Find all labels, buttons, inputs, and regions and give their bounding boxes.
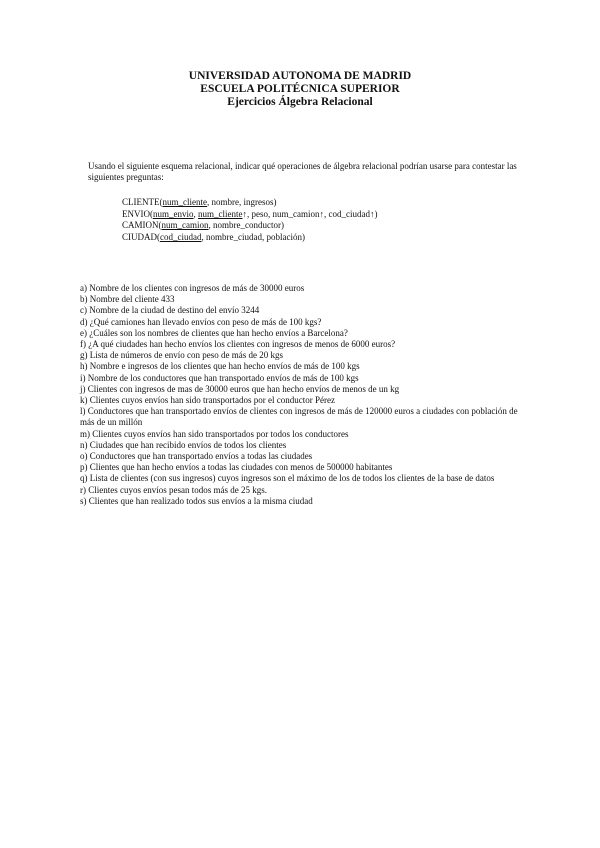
intro-paragraph: Usando el siguiente esquema relacional, indicar qué operaciones de álgebra relacional podrían usarse para contestar las siguientes preguntas: (88, 161, 517, 182)
schema-ciudad (122, 232, 377, 244)
question-p: p) Clientes que han hecho envíos a todas las ciudades con menos de 500000 habitantes (80, 462, 393, 473)
schema-envio-rest: ↑, peso, num_camion↑, cod_ciudad↑) (242, 208, 378, 219)
document-header (0, 70, 600, 109)
question-k: k) Clientes cuyos envíos han sido transportados por el conductor Pérez (80, 395, 335, 406)
question-m: m) Clientes cuyos envíos han sido transportados por todos los conductores (80, 428, 349, 439)
schema-ciudad-rest: , nombre_ciudad, población) (201, 231, 305, 242)
school-name: ESCUELA POLITÉCNICA SUPERIOR (200, 83, 400, 95)
question-b: b) Nombre del cliente 433 (80, 294, 175, 305)
schema-camion-name: CAMION( (122, 220, 162, 230)
document-title: Ejercicios Álgebra Relacional (227, 96, 373, 108)
question-f: f) ¿A qué ciudades han hecho envíos los clientes con ingresos de menos de 6000 euros? (80, 339, 396, 350)
schema-envio-key2: num_cliente (198, 208, 243, 219)
question-n: n) Ciudades que han recibido envíos de todos los clientes (80, 439, 287, 450)
question-c: c) Nombre de la ciudad de destino del envío 3244 (80, 305, 260, 316)
schema-ciudad-key: cod_ciudad (160, 231, 202, 242)
schema-cliente-rest: , nombre, ingresos) (207, 197, 277, 207)
schema-camion (122, 220, 377, 232)
question-r: r) Clientes cuyos envíos pesan todos más de 25 kgs. (80, 484, 267, 495)
question-h: h) Nombre e ingresos de los clientes que han hecho envíos de más de 100 kgs (80, 361, 360, 372)
schema-envio (122, 209, 377, 221)
schema-cliente (122, 197, 377, 209)
schema-cliente-name: CLIENTE( (122, 197, 163, 207)
schema-camion-key: num_camion (161, 220, 209, 230)
schema-envio-key1: num_envio (153, 208, 194, 219)
question-i: i) Nombre de los conductores que han transportado envíos de más de 100 kgs (80, 372, 359, 383)
question-e: e) ¿Cuáles son los nombres de clientes que han hecho envíos a Barcelona? (80, 327, 348, 338)
question-g: g) Lista de números de envío con peso de más de 20 kgs (80, 350, 283, 361)
schema-cliente-key: num_cliente (162, 197, 207, 207)
question-o: o) Conductores que han transportado envíos a todas las ciudades (80, 451, 313, 462)
schema-camion-rest: , nombre_conductor) (208, 220, 284, 230)
university-name: UNIVERSIDAD AUTONOMA DE MADRID (188, 70, 412, 82)
question-j: j) Clientes con ingresos de mas de 30000 euros que han hecho envíos de menos de un kg (80, 383, 400, 394)
question-q: q) Lista de clientes (con sus ingresos) cuyos ingresos son el máximo de los de todos los clientes de la base de datos (80, 473, 495, 484)
schema-ciudad-name: CIUDAD( (122, 231, 160, 242)
questions-list (80, 283, 525, 507)
schema-envio-sep: , (193, 208, 198, 219)
question-a: a) Nombre de los clientes con ingresos de más de 30000 euros (80, 283, 305, 293)
relational-schema (122, 197, 377, 243)
question-l: l) Conductores que han transportado envíos de clientes con ingresos de más de 120000 euros a ciudades con población de más de un millón (80, 406, 518, 428)
question-d: d) ¿Qué camiones han llevado envíos con peso de más de 100 kgs? (80, 316, 322, 327)
question-s: s) Clientes que han realizado todos sus envíos a la misma ciudad (80, 495, 313, 506)
schema-envio-name: ENVIO( (122, 208, 153, 219)
